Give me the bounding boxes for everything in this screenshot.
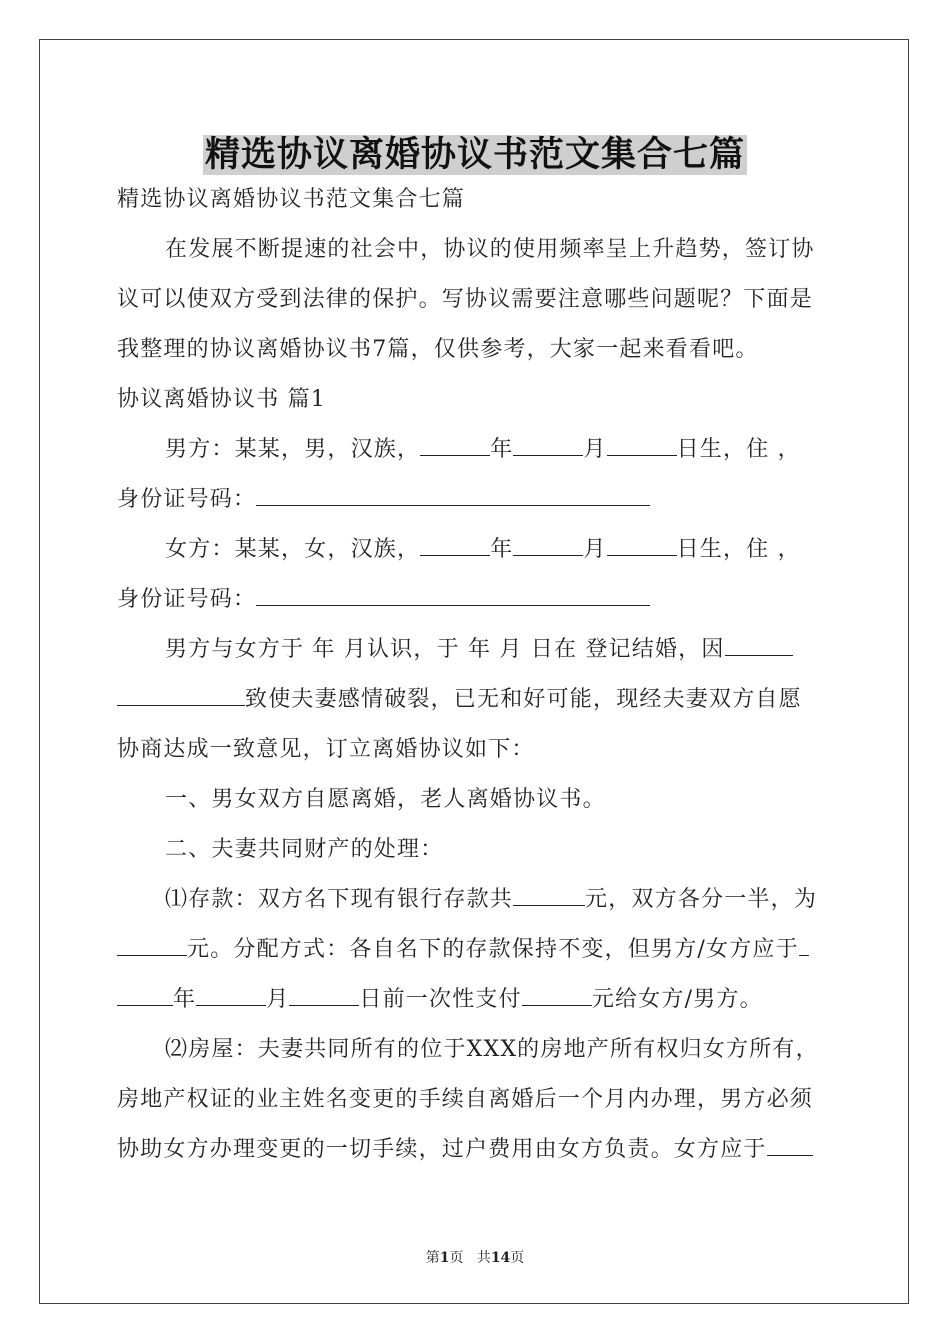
deposit-line-2: 元。分配方式：各自名下的存款保持不变，但男方/女方应于 xyxy=(117,932,837,982)
blank-field xyxy=(513,433,583,456)
clause-1: 一、男女双方自愿离婚，老人离婚协议书。 xyxy=(165,787,606,812)
title-text: 精选协议离婚协议书范文集合七篇 xyxy=(204,135,745,175)
marriage-line-1: 男方与女方于 年 月认识，于 年 月 日在 登记结婚，因 xyxy=(117,632,837,682)
blank-field xyxy=(256,483,650,506)
male-id-line: 身份证号码： xyxy=(117,482,837,532)
document-title xyxy=(0,127,950,177)
subtitle: 精选协议离婚协议书范文集合七篇 xyxy=(117,187,466,212)
page-footer: 第1页 共14页 xyxy=(425,1250,525,1266)
document-body xyxy=(117,182,837,1182)
intro-line-2: 议可以使双方受到法律的保护。写协议需要注意哪些问题呢？下面是 xyxy=(117,287,814,312)
blank-field xyxy=(513,533,583,556)
blank-field xyxy=(420,433,490,456)
female-line: 女方：某某，女，汉族， 年 月 日生，住 ， xyxy=(117,532,837,582)
intro-line-3: 我整理的协议离婚协议书7篇，仅供参考，大家一起来看看吧。 xyxy=(117,337,759,362)
blank-field xyxy=(607,433,677,456)
blank-field xyxy=(420,533,490,556)
blank-field xyxy=(607,533,677,556)
total-pages: 14 xyxy=(490,1250,511,1266)
blank-field xyxy=(725,633,793,656)
female-id-line: 身份证号码： xyxy=(117,582,837,632)
blank-field xyxy=(117,983,173,1006)
blank-field xyxy=(767,1133,813,1156)
house-line-2: 房地产权证的业主姓名变更的手续自离婚后一个月内办理，男方必须 xyxy=(117,1087,814,1112)
blank-field xyxy=(522,983,592,1006)
deposit-line-1: ⑴存款：双方名下现有银行存款共 元，双方各分一半，为 xyxy=(117,882,837,932)
intro-line-1: 在发展不断提速的社会中，协议的使用频率呈上升趋势，签订协 xyxy=(165,237,815,262)
blank-field xyxy=(289,983,359,1006)
male-line: 男方：某某，男，汉族， 年 月 日生，住 ， xyxy=(117,432,837,482)
blank-field xyxy=(513,883,585,906)
deposit-line-3: 年 月 日前一次性支付 元给女方/男方。 xyxy=(117,982,837,1032)
house-line-3: 协助女方办理变更的一切手续，过户费用由女方负责。女方应于 xyxy=(117,1132,837,1182)
clause-2: 二、夫妻共同财产的处理： xyxy=(165,837,444,862)
blank-field xyxy=(196,983,266,1006)
blank-field xyxy=(256,583,650,606)
blank-field xyxy=(117,683,245,706)
house-line-1: ⑵房屋：夫妻共同所有的位于XXX的房地产所有权归女方所有， xyxy=(165,1037,819,1062)
blank-field xyxy=(117,933,187,956)
blank-field xyxy=(799,933,809,956)
section-heading: 协议离婚协议书 篇1 xyxy=(117,387,326,412)
page-number: 1 xyxy=(439,1250,450,1266)
marriage-line-3: 协商达成一致意见，订立离婚协议如下： xyxy=(117,737,535,762)
marriage-line-2: 致使夫妻感情破裂，已无和好可能，现经夫妻双方自愿 xyxy=(117,682,837,732)
